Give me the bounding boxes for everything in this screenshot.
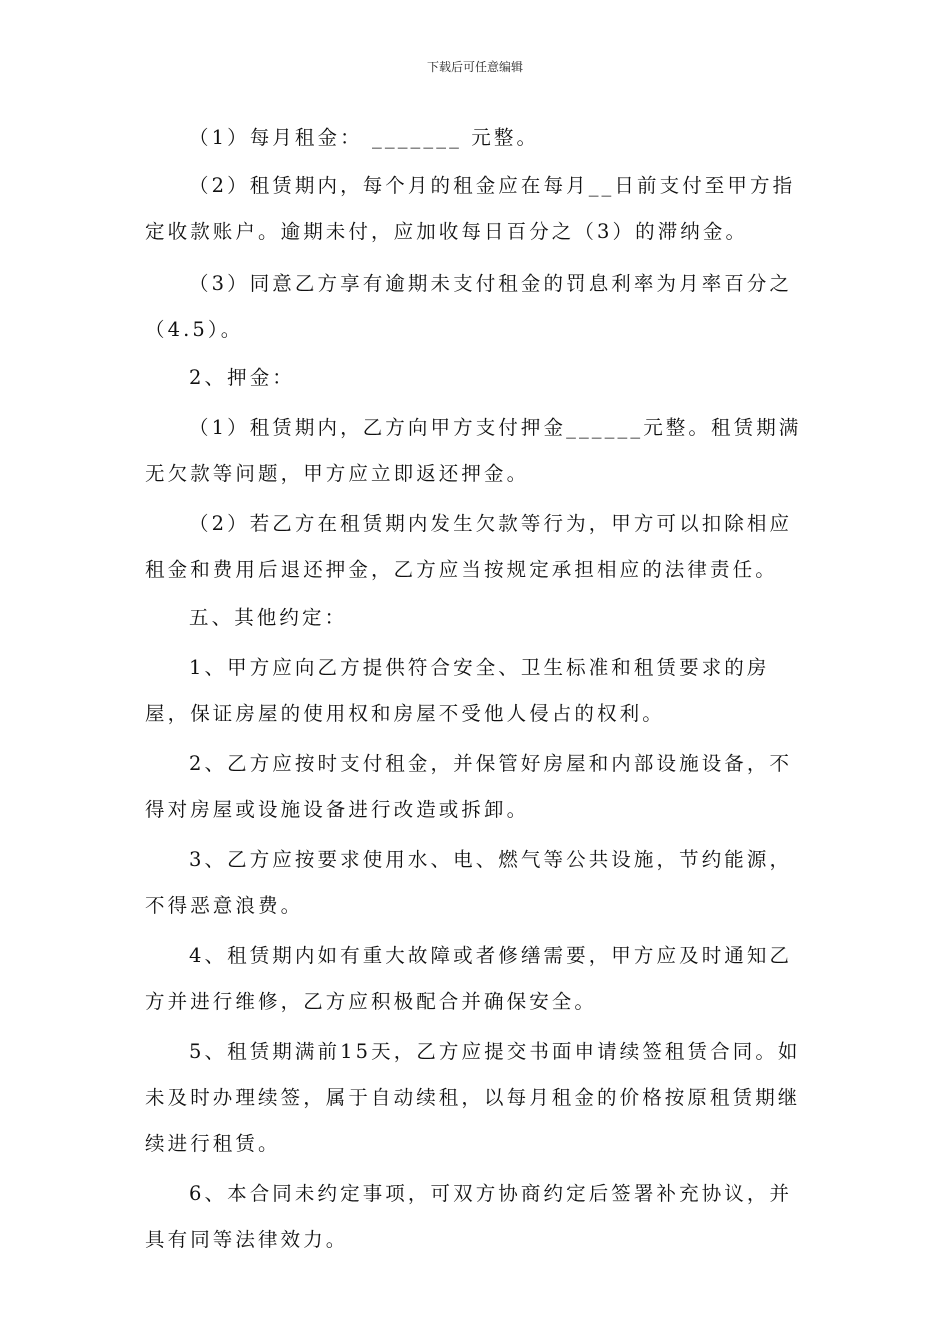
paragraph-monthly-rent: （1）每月租金： _______ 元整。 — [189, 126, 540, 149]
paragraph-term-1: 1、甲方应向乙方提供符合安全、卫生标准和租赁要求的房屋，保证房屋的使用权和房屋不受他人侵占的权利。 — [145, 656, 770, 725]
paragraph-deposit-payment: （1）租赁期内，乙方向甲方支付押金______元整。租赁期满无欠款等问题，甲方应立即返还押金。 — [145, 416, 802, 485]
paragraph-term-5: 5、租赁期满前15天，乙方应提交书面申请续签租赁合同。如未及时办理续签，属于自动续租，以每月租金的价格按原租赁期继续进行租赁。 — [145, 1040, 801, 1155]
paragraph-other-terms-heading: 五、其他约定： — [189, 606, 348, 629]
paragraph-payment-deadline: （2）租赁期内，每个月的租金应在每月__日前支付至甲方指定收款账户。逾期未付，应加收每日百分之（3）的滞纳金。 — [145, 174, 796, 243]
paragraph-term-6: 6、本合同未约定事项，可双方协商约定后签署补充协议，并具有同等法律效力。 — [145, 1182, 793, 1251]
paragraph-deposit-heading: 2、押金： — [189, 366, 295, 389]
page-header: 下载后可任意编辑 — [426, 60, 523, 74]
paragraph-term-4: 4、租赁期内如有重大故障或者修缮需要，甲方应及时通知乙方并进行维修，乙方应积极配合并确保安全。 — [145, 944, 793, 1013]
paragraph-term-2: 2、乙方应按时支付租金，并保管好房屋和内部设施设备，不得对房屋或设施设备进行改造或拆卸。 — [145, 752, 793, 821]
paragraph-deposit-deduction: （2）若乙方在租赁期内发生欠款等行为，甲方可以扣除相应租金和费用后退还押金，乙方应当按规定承担相应的法律责任。 — [145, 512, 793, 581]
paragraph-penalty-rate: （3）同意乙方享有逾期未支付租金的罚息利率为月率百分之（4.5）。 — [145, 272, 793, 341]
document-body — [145, 115, 805, 1263]
paragraph-term-3: 3、乙方应按要求使用水、电、燃气等公共设施，节约能源，不得恶意浪费。 — [145, 848, 793, 917]
